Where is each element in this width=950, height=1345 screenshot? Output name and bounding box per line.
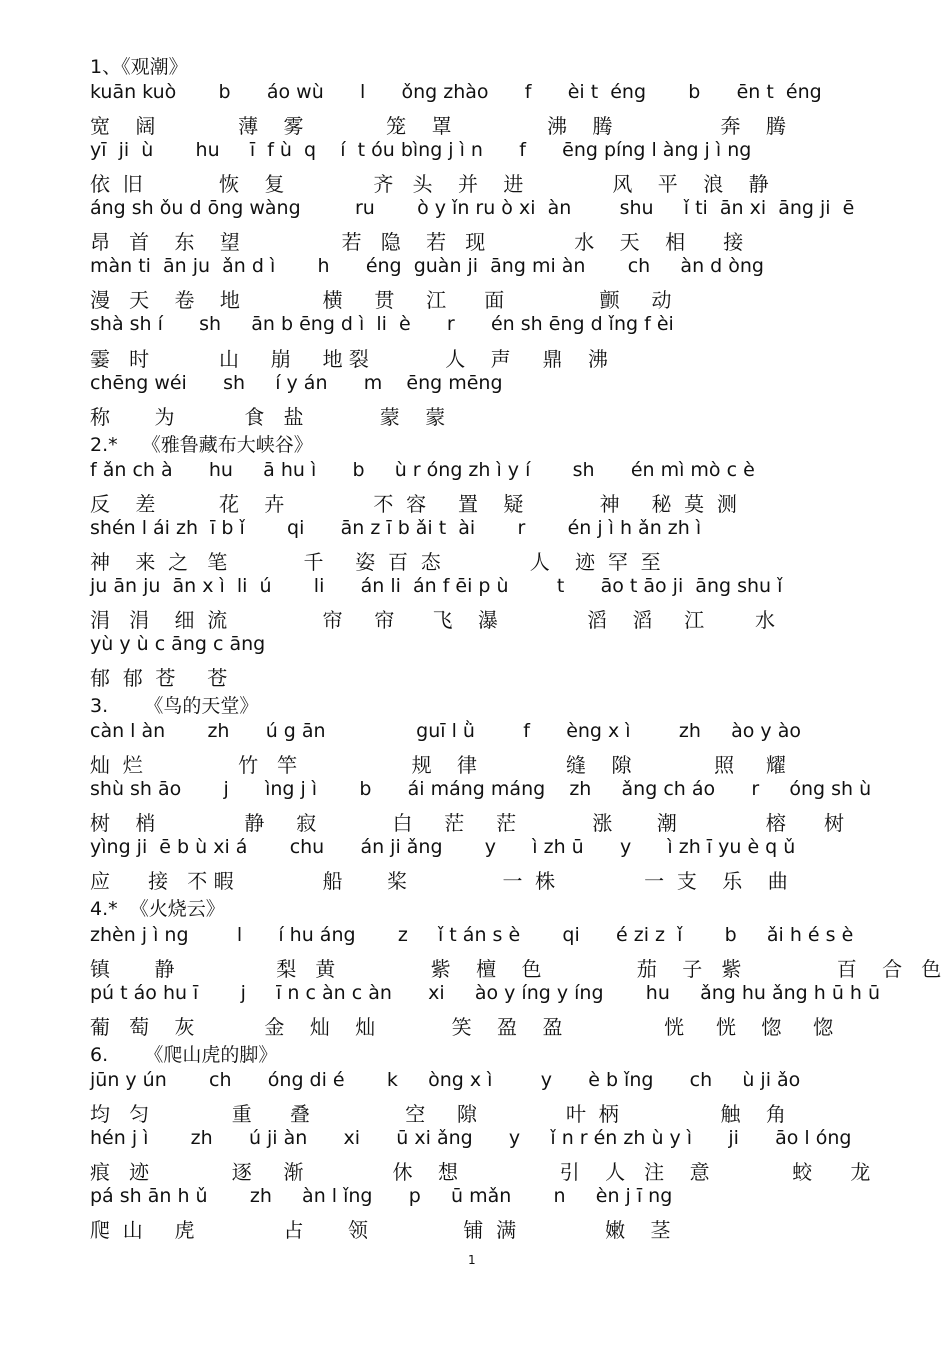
pinyin-line: shù sh āo j ìng j ì b ái máng máng zh ǎng ch áo r óng sh ù <box>90 778 872 801</box>
pinyin-line: kuān kuò b áo wù l ǒng zhào f èi t éng b ēn t éng <box>90 81 822 104</box>
pinyin-line: shén l ái zh ī b ǐ qi ān z ī b ǎi t ài r én j ì h ǎn zh ì <box>90 516 702 539</box>
hanzi-line: 镇 静 梨 黄 紫 檀 色 茄 子 紫 百 合 色 <box>90 956 942 981</box>
hanzi-line: 神 来 之 笔 千 姿 百 态 人 迹 罕 至 <box>90 549 661 574</box>
pinyin-line: áng sh ǒu d ōng wàng ru ò y ǐn ru ò xi àn shu ǐ ti ān xi āng ji ē <box>90 197 855 220</box>
pinyin-line: hén j ì zh ú ji àn xi ū xi ǎng y ǐ n r én zh ù y ì ji āo l óng <box>90 1126 852 1149</box>
hanzi-line: 宽 阔 薄 雾 笼 罩 沸 腾 奔 腾 <box>90 114 786 139</box>
hanzi-line: 应 接 不 暇 船 桨 一 株 一 支 乐 曲 <box>90 869 788 894</box>
hanzi-line: 依 旧 恢 复 齐 头 并 进 风 平 浪 静 <box>90 172 769 197</box>
hanzi-line: 昂 首 东 望 若 隐 若 现 水 天 相 接 <box>90 230 744 255</box>
hanzi-line: 称 为 食 盐 蒙 蒙 <box>90 404 446 429</box>
pinyin-line: yī ji ù hu ī f ù q í t óu bìng j ì n f ēng píng l àng j ì ng <box>90 139 752 162</box>
lesson-heading: 4.* 《火烧云》 <box>90 898 225 921</box>
pinyin-line: pá sh ān h ǔ zh àn l ǐng p ū mǎn n èn j ī ng <box>90 1184 673 1207</box>
hanzi-line: 葡 萄 灰 金 灿 灿 笑 盈 盈 恍 恍 惚 惚 <box>90 1014 834 1039</box>
pinyin-line: ju ān ju ān x ì li ú li án li án f ēi p ù t āo t āo ji āng shu ǐ <box>90 574 783 597</box>
hanzi-line: 霎 时 山 崩 地 裂 人 声 鼎 沸 <box>90 346 608 371</box>
pinyin-line: f ǎn ch à hu ā hu ì b ù r óng zh ì y í sh én mì mò c è <box>90 458 755 481</box>
hanzi-line: 爬 山 虎 占 领 铺 满 嫩 茎 <box>90 1218 671 1242</box>
lesson-heading: 1、《观潮》 <box>90 56 188 78</box>
pinyin-line: yìng ji ē b ù xi á chu án ji ǎng y ì zh ū y ì zh ī yu è q ǔ <box>90 836 796 859</box>
pinyin-line: chēng wéi sh í y án m ēng mēng <box>90 371 503 394</box>
hanzi-line: 灿 烂 竹 竿 规 律 缝 隙 照 耀 <box>90 753 786 778</box>
pinyin-line: yù y ù c āng c āng <box>90 633 266 655</box>
pinyin-line: pú t áo hu ī j ī n c àn c àn xi ào y íng y íng hu ǎng hu ǎng h ū h ū <box>90 981 881 1004</box>
pinyin-line: càn l àn zh ú g ān guī l ǜ f èng x ì zh ào y ào <box>90 720 801 743</box>
pinyin-line: màn ti ān ju ǎn d ì h éng guàn ji āng mi àn ch àn d òng <box>90 255 764 278</box>
hanzi-line: 均 匀 重 叠 空 隙 叶 柄 触 角 <box>90 1101 786 1126</box>
page-number: 1 <box>468 1253 476 1267</box>
hanzi-line: 树 梢 静 寂 白 茫 茫 涨 潮 榕 树 <box>90 811 845 836</box>
lesson-heading: 6. 《爬山虎的脚》 <box>90 1043 278 1066</box>
pinyin-line: shà sh í sh ān b ēng d ì li è r én sh ēng d ǐng f èi <box>90 313 674 336</box>
pinyin-line: jūn y ún ch óng di é k òng x ì y è b ǐng ch ù ji ǎo <box>90 1068 801 1091</box>
hanzi-line: 涓 涓 细 流 帘 帘 飞 瀑 滔 滔 江 水 <box>90 607 776 632</box>
pinyin-line: zhèn j ì ng l í hu áng z ǐ t án s è qi é zi z ǐ b ǎi h é s è <box>90 923 854 946</box>
hanzi-line: 反 差 花 卉 不 容 置 疑 神 秘 莫 测 <box>90 491 737 516</box>
lesson-heading: 2.* 《雅鲁藏布大峡谷》 <box>90 433 313 456</box>
hanzi-line: 痕 迹 逐 渐 休 想 引 人 注 意 蛟 龙 <box>90 1159 871 1184</box>
hanzi-line: 漫 天 卷 地 横 贯 江 面 颤 动 <box>90 288 672 313</box>
lesson-heading: 3. 《鸟的天堂》 <box>90 695 259 718</box>
hanzi-line: 郁 郁 苍 苍 <box>90 666 228 691</box>
